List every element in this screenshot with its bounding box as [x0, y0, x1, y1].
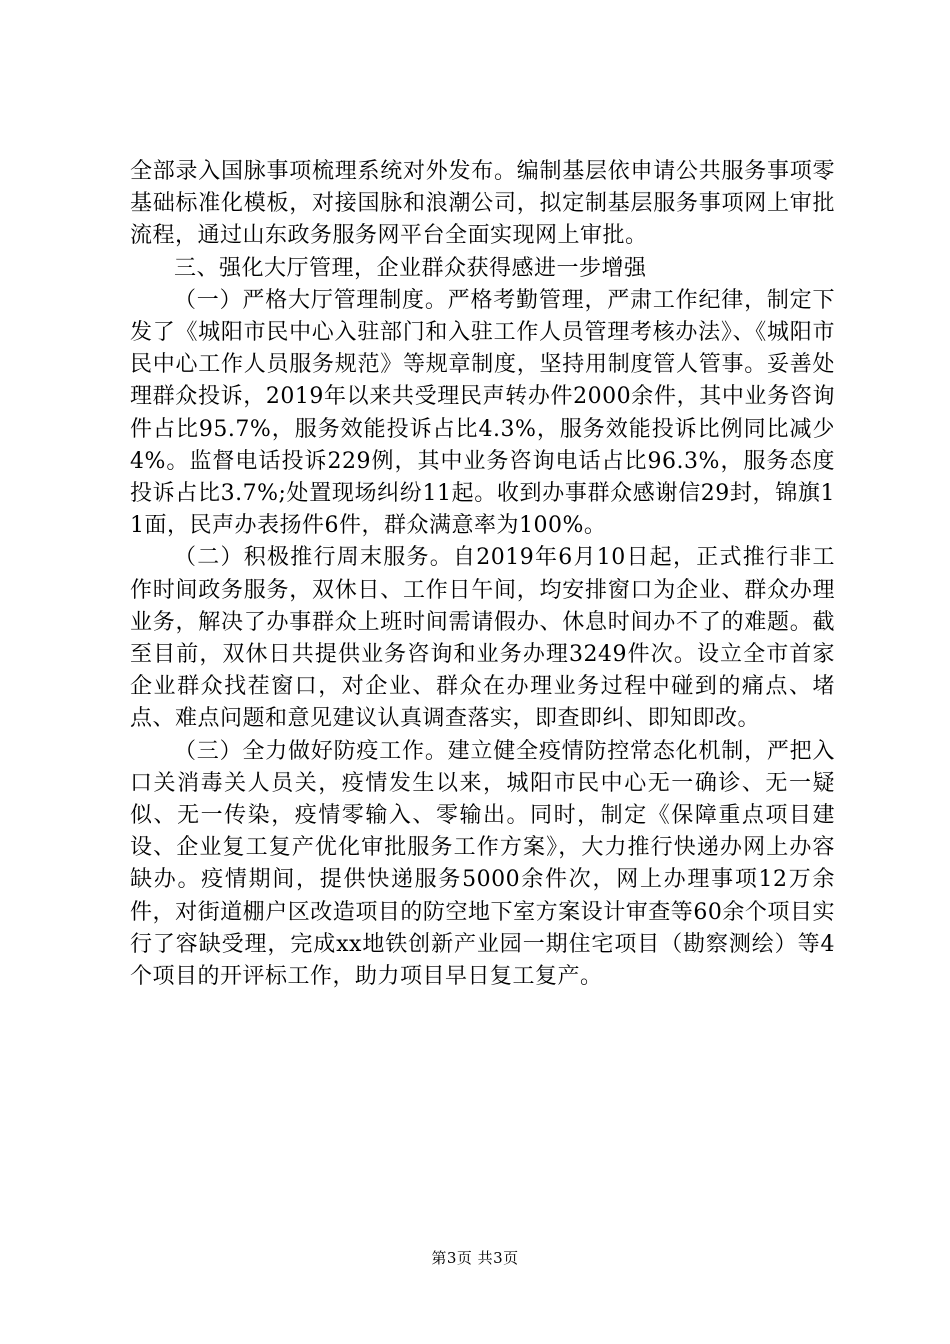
paragraph-item-3: （三）全力做好防疫工作。建立健全疫情防控常态化机制，严把入口关消毒关人员关，疫情发生以来，城阳市民中心无一确诊、无一疑似、无一传染，疫情零输入、零输出。同时，制定《保障重点项目建设、企业复工复产优化审批服务工作方案》，大力推行快递办网上办容缺办。疫情期间，提供快递服务5000余件次，网上办理事项12万余件，对街道棚户区改造项目的防空地下室方案设计审查等60余个项目实行了容缺受理，完成xx地铁创新产业园一期住宅项目（勘察测绘）等4个项目的开评标工作，助力项目早日复工复产。: [130, 738, 835, 990]
paragraph-item-1: （一）严格大厅管理制度。严格考勤管理，严肃工作纪律，制定下发了《城阳市民中心入驻部门和入驻工作人员管理考核办法》、《城阳市民中心工作人员服务规范》等规章制度，坚持用制度管人管事。妥善处理群众投诉，2019年以来共受理民声转办件2000余件，其中业务咨询件占比95.7%，服务效能投诉占比4.3%，服务效能投诉比例同比减少4%。监督电话投诉229例，其中业务咨询电话占比96.3%，服务态度投诉占比3.7%;处置现场纠纷11起。收到办事群众感谢信29封，锦旗11面，民声办表扬件6件，群众满意率为100%。: [130, 287, 835, 539]
document-body: [130, 156, 835, 993]
paragraph-continued: 全部录入国脉事项梳理系统对外发布。编制基层依申请公共服务事项零基础标准化模板，对接国脉和浪潮公司，拟定制基层服务事项网上审批流程，通过山东政务服务网平台全面实现网上审批。: [130, 159, 835, 249]
page-footer: 第3页 共3页: [431, 1249, 519, 1267]
paragraph-item-2: （二）积极推行周末服务。自2019年6月10日起，正式推行非工作时间政务服务，双休日、工作日午间，均安排窗口为企业、群众办理业务，解决了办事群众上班时间需请假办、休息时间办不了的难题。截至目前，双休日共提供业务咨询和业务办理3249件次。设立全市首家企业群众找茬窗口，对企业、群众在办理业务过程中碰到的痛点、堵点、难点问题和意见建议认真调查落实，即查即纠、即知即改。: [130, 545, 835, 732]
section-heading: 三、强化大厅管理，企业群众获得感进一步增强: [174, 255, 647, 281]
